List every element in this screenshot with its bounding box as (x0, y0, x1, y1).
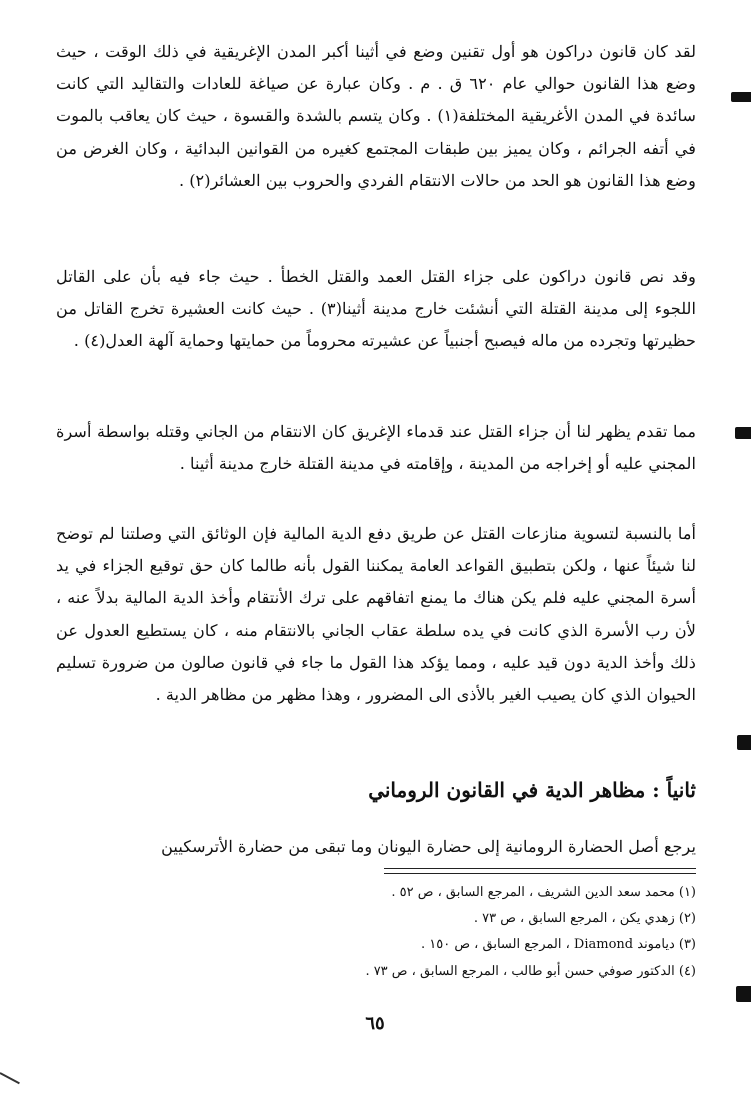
scan-edge-mark (731, 92, 751, 102)
paragraph-draco-law: لقد كان قانون دراكون هو أول تقنين وضع في أثينا أكبر المدن الإغريقية في ذلك الوقت ، حيث وضع هذا القانون حوالي عام ٦٢٠ ق . م . وكان عبارة عن صياغة للعادات والتقاليد التي كانت سائدة في المدن الأغريقية المختلفة(١) . وكان يتسم بالشدة والقسوة ، حيث كان يعاقب بالموت في أتفه الجرائم ، وكان يميز بين طبقات المجتمع كغيره من القوانين البدائية ، وكان الغرض من وضع هذا القانون هو الحد من حالات الانتقام الفردي والحروب بين العشائر(٢) . (56, 42, 697, 190)
footnote-3: (٣) دياموند Diamond ، المرجع السابق ، ص ١٥٠ . (420, 937, 696, 953)
scan-corner-mark (0, 1072, 20, 1084)
paragraph-greek-revenge: مما تقدم يظهر لنا أن جزاء القتل عند قدماء الإغريق كان الانتقام من الجاني وقتله بواسطة أسرة المجني عليه أو إخراجه من المدينة ، وإقامته في مدينة القتلة خارج مدينة أثينا . (56, 422, 696, 474)
footnote-1: (١) محمد سعد الدين الشريف ، المرجع السابق ، ص ٥٢ . (391, 885, 696, 900)
scan-edge-mark (736, 986, 751, 1002)
footnote-separator-line (384, 868, 696, 869)
section-heading-roman-law: ثانياً : مظاهر الدية في القانون الروماني (368, 778, 696, 802)
paragraph-draco-homicide: وقد نص قانون دراكون على جزاء القتل العمد والقتل الخطأ . حيث جاء فيه بأن على القاتل اللجوء إلى مدينة القتلة التي أنشئت خارج مدينة أثينا(٣) . حيث كانت العشيرة تخرج القاتل من حظيرتها وتجرده من ماله فيصبح أجنبياً عن عشيرته محروماً من حمايتها وحماية آلهة العدل(٤) . (56, 267, 696, 351)
paragraph-roman-civilization: يرجع أصل الحضارة الرومانية إلى حضارة اليونان وما تبقى من حضارة الأترسكيين (161, 837, 696, 856)
page-number: ٦٥ (365, 1013, 385, 1034)
scan-edge-mark (735, 427, 751, 439)
footnote-4: (٤) الدكتور صوفي حسن أبو طالب ، المرجع السابق ، ص ٧٣ . (365, 963, 696, 979)
footnote-separator-line (384, 873, 696, 874)
paragraph-blood-money: أما بالنسبة لتسوية منازعات القتل عن طريق دفع الدية المالية فإن الوثائق التي وصلتنا لم توضح لنا شيئاً عنها ، ولكن بتطبيق القواعد العامة يمكننا القول بأنه طالما كان حق توقيع الجزاء في يد أسرة المجني عليه فلم يكن هناك ما يمنع اتفاقهم على ترك الأنتقام وأخذ الدية المالية بدلاً عنه ، لأن رب الأسرة الذي كانت في يده سلطة عقاب الجاني بالانتقام منه ، كان يستطيع العدول عن ذلك وأخذ الدية دون قيد عليه ، ومما يؤكد هذا القول ما جاء في قانون صالون من ضرورة تسليم الحيوان الذي كان يصيب الغير بالأذى الى المضرور ، وهذا مظهر من مظاهر الدية . (56, 524, 696, 705)
footnote-2: (٢) زهدي يكن ، المرجع السابق ، ص ٧٣ . (473, 911, 696, 927)
footnotes-list (56, 880, 696, 985)
scan-edge-mark (737, 735, 751, 750)
